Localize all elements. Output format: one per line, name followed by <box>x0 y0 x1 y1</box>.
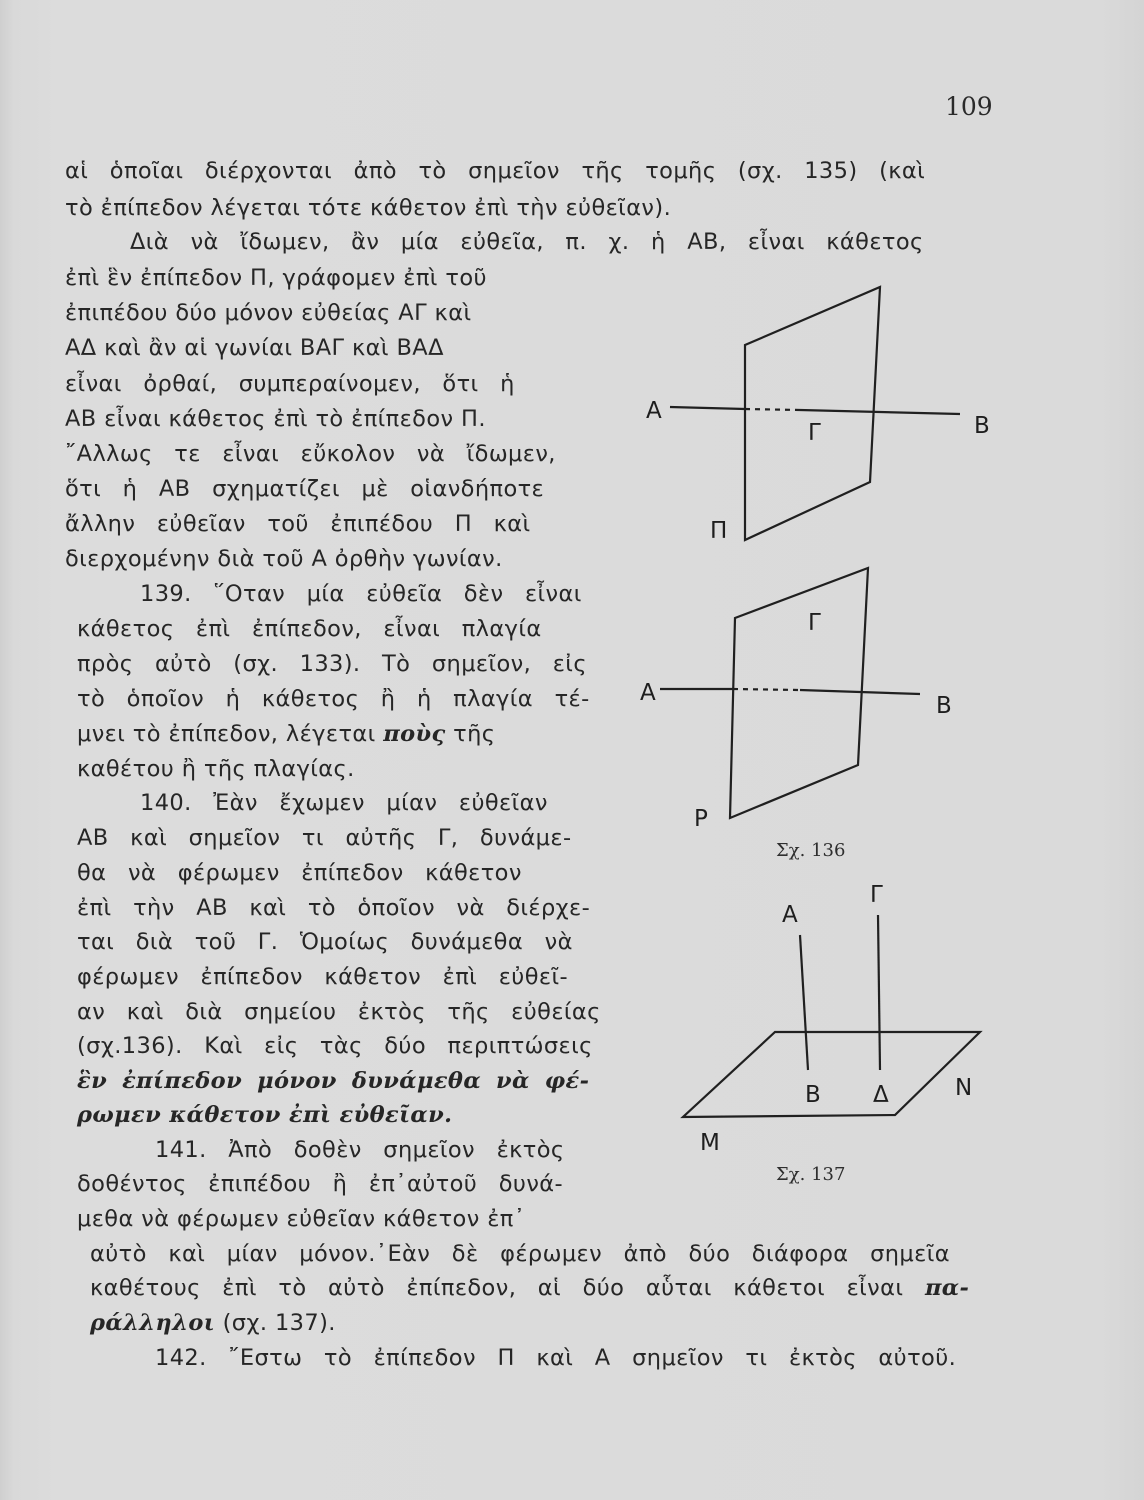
text-run: θα νὰ φέρωμεν ἐπίπεδον κάθετον <box>77 860 522 886</box>
text-run: Διὰ νὰ ἴδωμεν, ἂν μία εὐθεῖα, π. χ. ἡ ΑΒ, εἶναι κάθετος <box>130 229 924 255</box>
text-run: ΑΒ καὶ σημεῖον τι αὐτῆς Γ, δυνάμε- <box>77 825 572 851</box>
emphasized-term: ποὺς <box>383 721 446 747</box>
text-run: κάθετος ἐπὶ ἐπίπεδον, εἶναι πλαγία <box>77 616 542 642</box>
text-run: διερχομένην διὰ τοῦ Α ὀρθὴν γωνίαν. <box>65 546 503 572</box>
text-run: καθέτου ἢ τῆς πλαγίας. <box>77 756 355 782</box>
emphasized-term: ἓν ἐπίπεδον μόνον δυνάμεθα νὰ φέ- <box>77 1068 590 1094</box>
text-run: 141. Ἀπὸ δοθὲν σημεῖον ἐκτὸς <box>155 1137 565 1163</box>
text-run: μνει τὸ ἐπίπεδον, λέγεται <box>77 721 384 747</box>
text-run: πρὸς αὐτὸ (σχ. 133). Τὸ σημεῖον, εἰς <box>77 651 587 677</box>
text-run: ἐπὶ τὴν ΑΒ καὶ τὸ ὁποῖον νὰ διέρχε- <box>77 895 591 921</box>
text-run: ἐπιπέδου δύο μόνον εὐθείας ΑΓ καὶ <box>65 300 472 326</box>
text-run: τὸ ἐπίπεδον λέγεται τότε κάθετον ἐπὶ τὴν εὐθεῖαν). <box>65 195 672 221</box>
label-a: A <box>646 398 662 424</box>
perpendicular-gd <box>878 915 880 1070</box>
label-a: A <box>640 680 656 706</box>
text-run: (σχ.136). Καὶ εἰς τὰς δύο περιπτώσεις <box>77 1033 593 1059</box>
caption-fig-136: Σχ. 136 <box>776 840 846 861</box>
text-run: ῎Αλλως τε εἶναι εὔκολον νὰ ἴδωμεν, <box>65 441 556 467</box>
label-b: B <box>974 413 990 439</box>
label-b: B <box>936 693 952 719</box>
label-n: N <box>955 1075 973 1101</box>
label-m: M <box>700 1130 720 1156</box>
perpendicular-ab <box>800 935 808 1070</box>
plane-p <box>730 568 868 818</box>
label-gamma: Γ <box>808 420 821 446</box>
label-gamma: Γ <box>870 882 883 908</box>
text-run: ἐπὶ ἓν ἐπίπεδον Π, γράφομεν ἐπὶ τοῦ <box>65 265 487 291</box>
label-a: A <box>782 902 798 928</box>
line-a-to-plane <box>670 407 745 409</box>
label-gamma: Γ <box>808 610 821 636</box>
plane-mn <box>683 1032 980 1117</box>
emphasized-term: πα- <box>924 1275 970 1301</box>
text-run: ὅτι ἡ ΑΒ σχηματίζει μὲ οἱανδήποτε <box>65 476 545 502</box>
text-run: φέρωμεν ἐπίπεδον κάθετον ἐπὶ εὐθεῖ- <box>77 964 568 990</box>
text-run: αν καὶ διὰ σημείου ἐκτὸς τῆς εὐθείας <box>77 999 601 1025</box>
text-run: τῆς <box>445 721 496 747</box>
emphasized-term: ράλληλοι <box>90 1310 216 1336</box>
text-run: 139. ῞Οταν μία εὐθεῖα δὲν εἶναι <box>140 581 582 607</box>
figure-136 <box>640 568 952 832</box>
emphasized-term: ρωμεν κάθετον ἐπὶ εὐθεῖαν. <box>77 1102 453 1128</box>
line-plane-to-b <box>800 690 920 694</box>
text-run: καθέτους ἐπὶ τὸ αὐτὸ ἐπίπεδον, αἱ δύο αὗται κάθετοι εἶναι <box>90 1275 925 1301</box>
line-hidden-part <box>745 409 800 410</box>
text-run: ΑΒ εἶναι κάθετος ἐπὶ τὸ ἐπίπεδον Π. <box>65 406 486 432</box>
text-run: δοθέντος ἐπιπέδου ἢ ἐπ᾿αὐτοῦ δυνά- <box>77 1171 564 1197</box>
label-delta: Δ <box>873 1082 889 1108</box>
caption-fig-137: Σχ. 137 <box>776 1164 846 1185</box>
text-run: ΑΔ καὶ ἂν αἱ γωνίαι ΒΑΓ καὶ ΒΑΔ <box>65 335 444 361</box>
line-hidden-part <box>733 689 800 690</box>
text-run: ἄλλην εὐθεῖαν τοῦ ἐπιπέδου Π καὶ <box>65 511 531 537</box>
line-plane-to-b <box>800 410 960 414</box>
text-run: αὐτὸ καὶ μίαν μόνον.᾿Εὰν δὲ φέρωμεν ἀπὸ δύο διάφορα σημεῖα <box>90 1241 950 1267</box>
text-run: τὸ ὁποῖον ἡ κάθετος ἢ ἡ πλαγία τέ- <box>77 686 590 712</box>
figure-135 <box>646 287 990 544</box>
text-run: αἱ ὁποῖαι διέρχονται ἀπὸ τὸ σημεῖον τῆς τομῆς (σχ. 135) (καὶ <box>65 158 926 184</box>
page-number: 109 <box>945 92 993 121</box>
figure-137 <box>683 882 980 1156</box>
plane-pi <box>745 287 880 540</box>
text-run: 140. Ἐὰν ἔχωμεν μίαν εὐθεῖαν <box>140 790 548 816</box>
text-run: μεθα νὰ φέρωμεν εὐθεῖαν κάθετον ἐπ᾿ <box>77 1206 526 1232</box>
text-run: εἶναι ὀρθαί, συμπεραίνομεν, ὅτι ἡ <box>65 371 515 397</box>
text-run: ται διὰ τοῦ Γ. Ὁμοίως δυνάμεθα νὰ <box>77 929 573 955</box>
label-p: P <box>694 806 708 832</box>
label-pi: Π <box>710 518 728 544</box>
text-run: 142. ῎Εστω τὸ ἐπίπεδον Π καὶ Α σημεῖον τι ἐκτὸς αὐτοῦ. <box>155 1345 957 1371</box>
label-b: B <box>805 1082 821 1108</box>
text-run: (σχ. 137). <box>215 1310 336 1336</box>
